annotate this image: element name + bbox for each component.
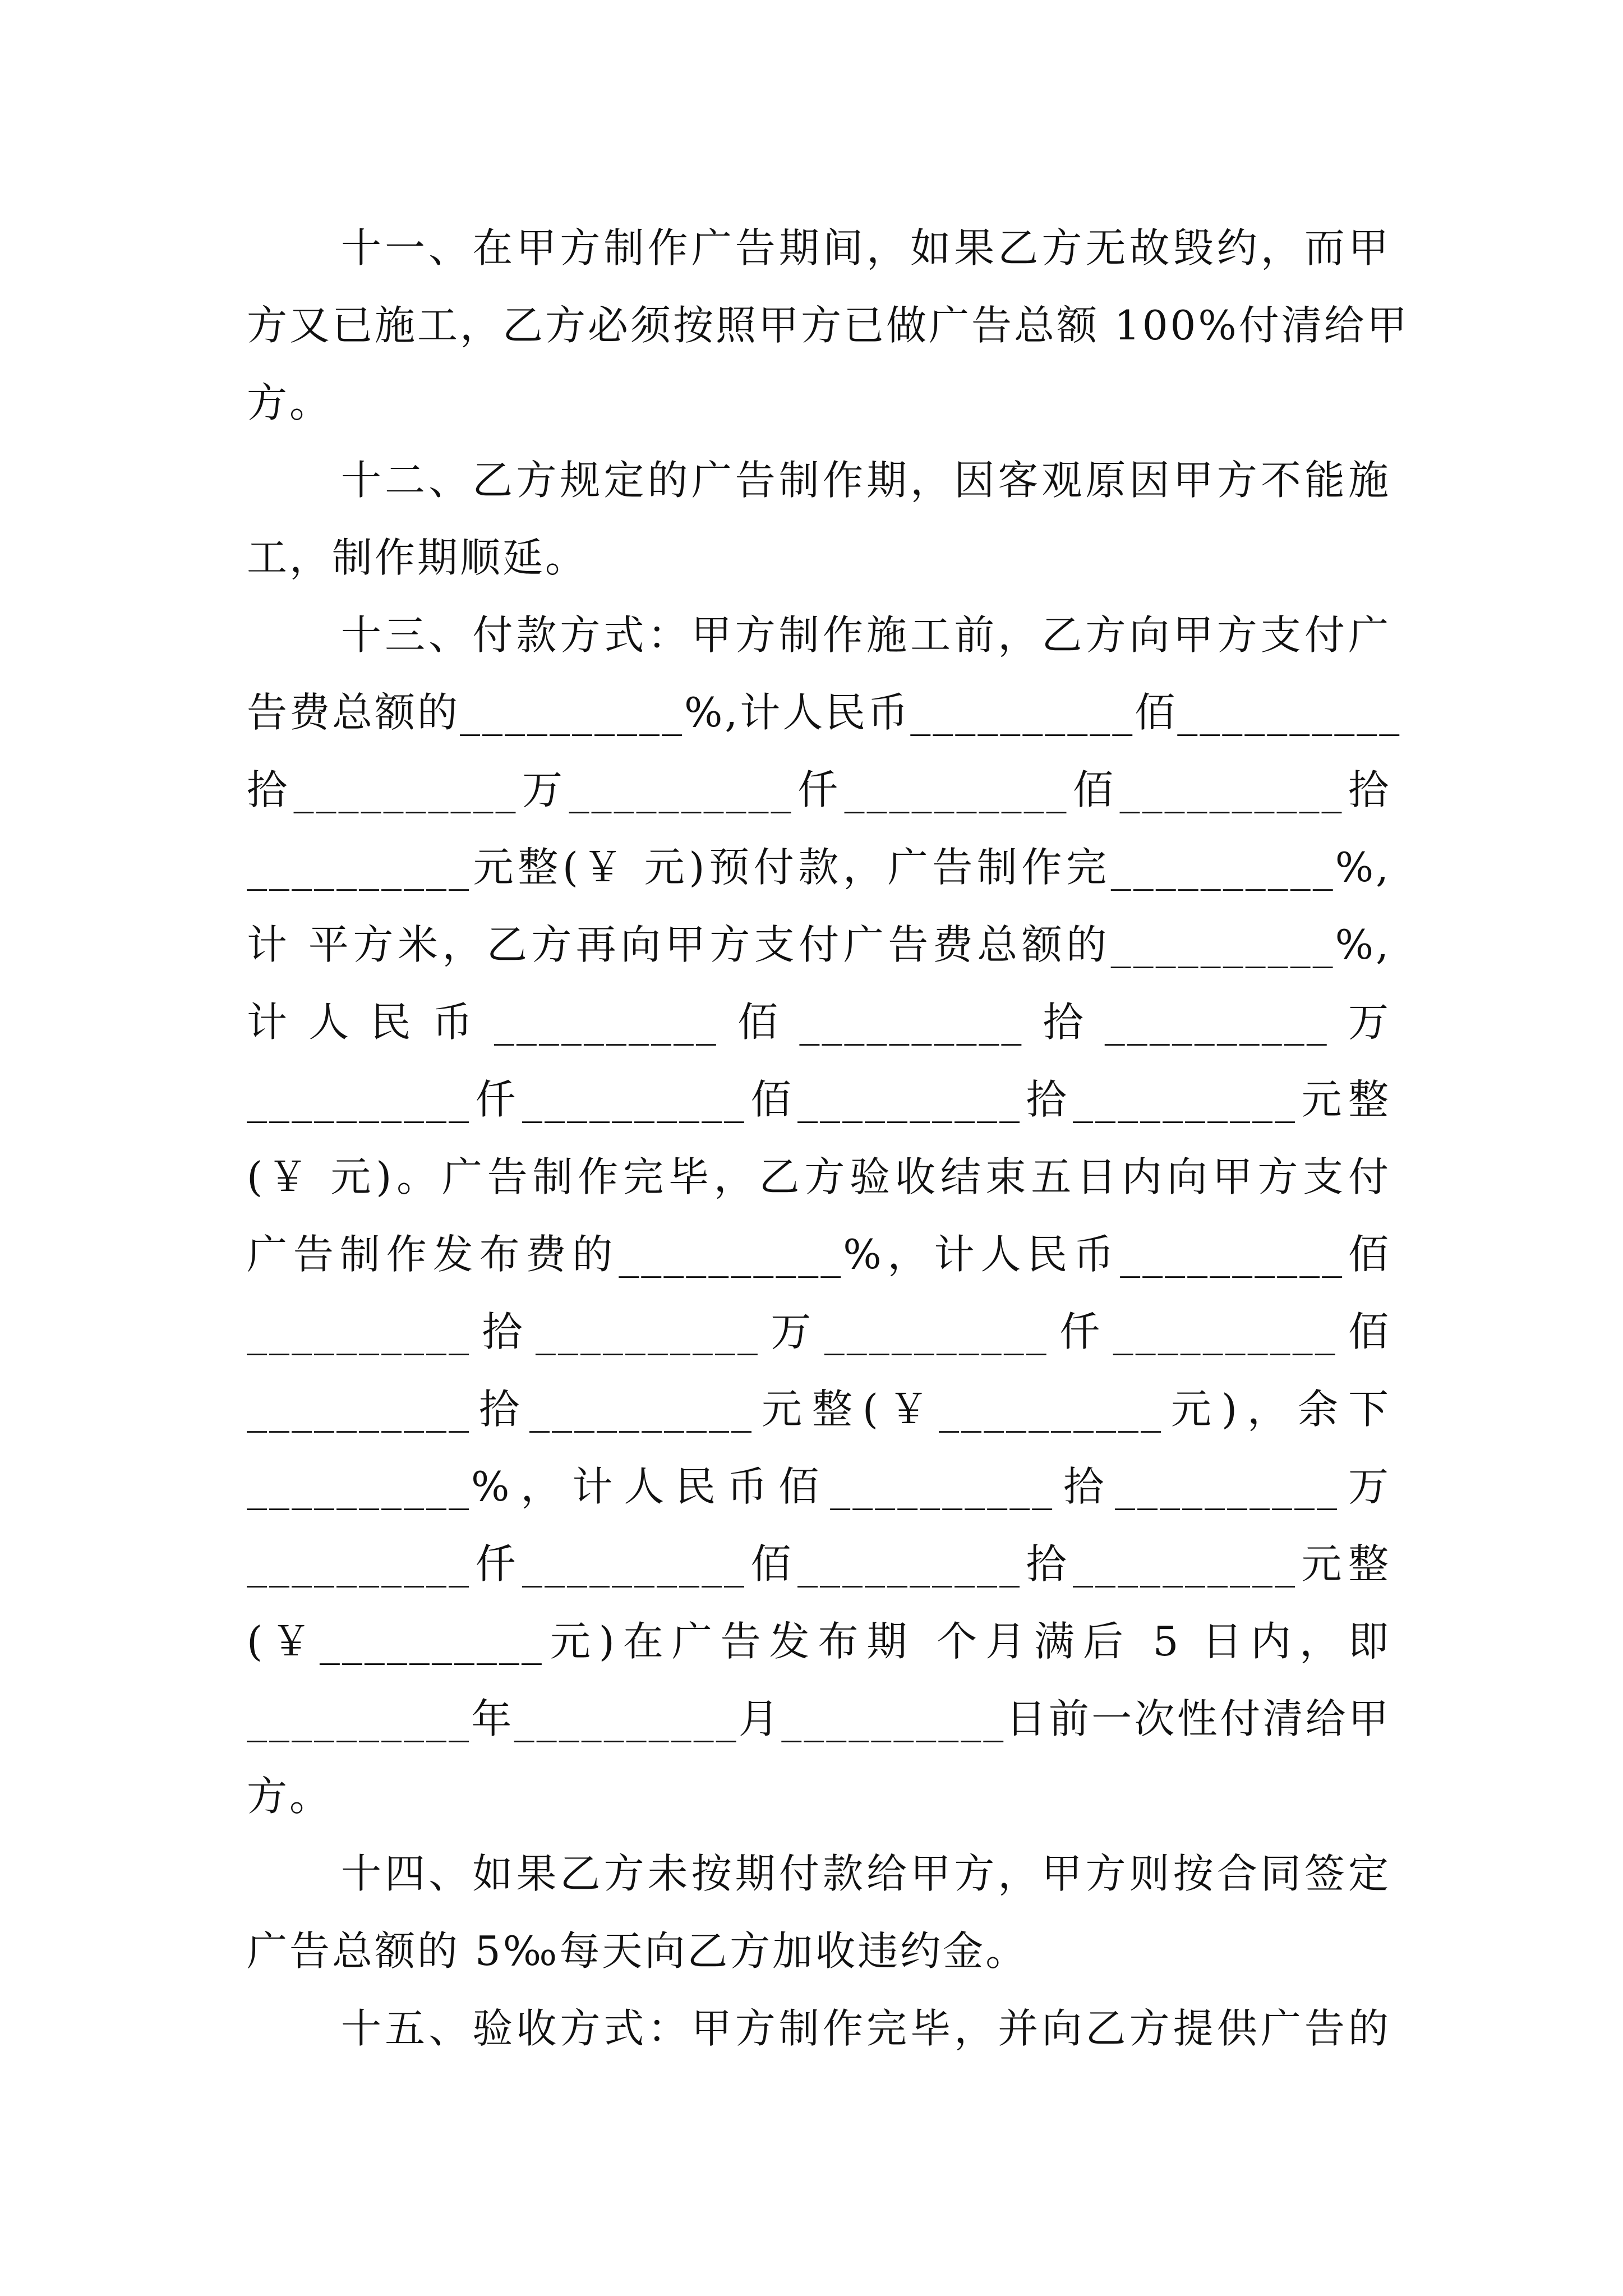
text-line: __________%，计人民币佰__________拾__________万: [247, 1463, 1391, 1510]
text-line: 工，制作期顺延。: [247, 534, 588, 581]
text-line: __________拾__________万__________仟__________佰: [247, 1308, 1391, 1355]
text-line: 方。: [247, 379, 333, 426]
text-line: 十一、在甲方制作广告期间，如果乙方无故毁约，而甲: [341, 224, 1391, 272]
text-line: 十三、付款方式：甲方制作施工前，乙方向甲方支付广: [341, 611, 1391, 659]
text-line: 十二、乙方规定的广告制作期，因客观原因甲方不能施: [341, 457, 1391, 504]
text-line: 十四、如果乙方未按期付款给甲方，甲方则按合同签定: [341, 1850, 1391, 1897]
text-line: __________拾__________元整(￥__________元)，余下: [247, 1386, 1391, 1433]
text-line: 计人民币__________佰__________拾__________万: [247, 999, 1391, 1046]
text-line: (￥ 元)。广告制作完毕，乙方验收结束五日内向甲方支付: [247, 1153, 1391, 1200]
text-line: 广告总额的 5‰每天向乙方加收违约金。: [247, 1927, 1029, 1975]
text-line: __________仟__________佰__________拾__________元整: [247, 1540, 1391, 1588]
text-line: (￥__________元)在广告发布期 个月满后 5 日内，即: [247, 1618, 1391, 1665]
text-line: 计 平方米，乙方再向甲方支付广告费总额的__________%,: [247, 921, 1391, 968]
text-line: __________仟__________佰__________拾__________元整: [247, 1076, 1391, 1123]
text-line: 方。: [247, 1773, 333, 1820]
text-line: 拾__________万__________仟__________佰__________拾: [247, 766, 1391, 813]
text-line: 方又已施工，乙方必须按照甲方已做广告总额 100%付清给甲: [247, 302, 1409, 349]
text-line: __________年__________月__________日前一次性付清给甲: [247, 1695, 1391, 1742]
text-line: 十五、验收方式：甲方制作完毕，并向乙方提供广告的: [341, 2005, 1391, 2052]
text-line: 告费总额的__________%,计人民币__________佰__________: [247, 689, 1402, 736]
text-line: __________元整(￥ 元)预付款，广告制作完__________%,: [247, 844, 1391, 891]
text-line: 广告制作发布费的__________%，计人民币__________佰: [247, 1231, 1391, 1278]
